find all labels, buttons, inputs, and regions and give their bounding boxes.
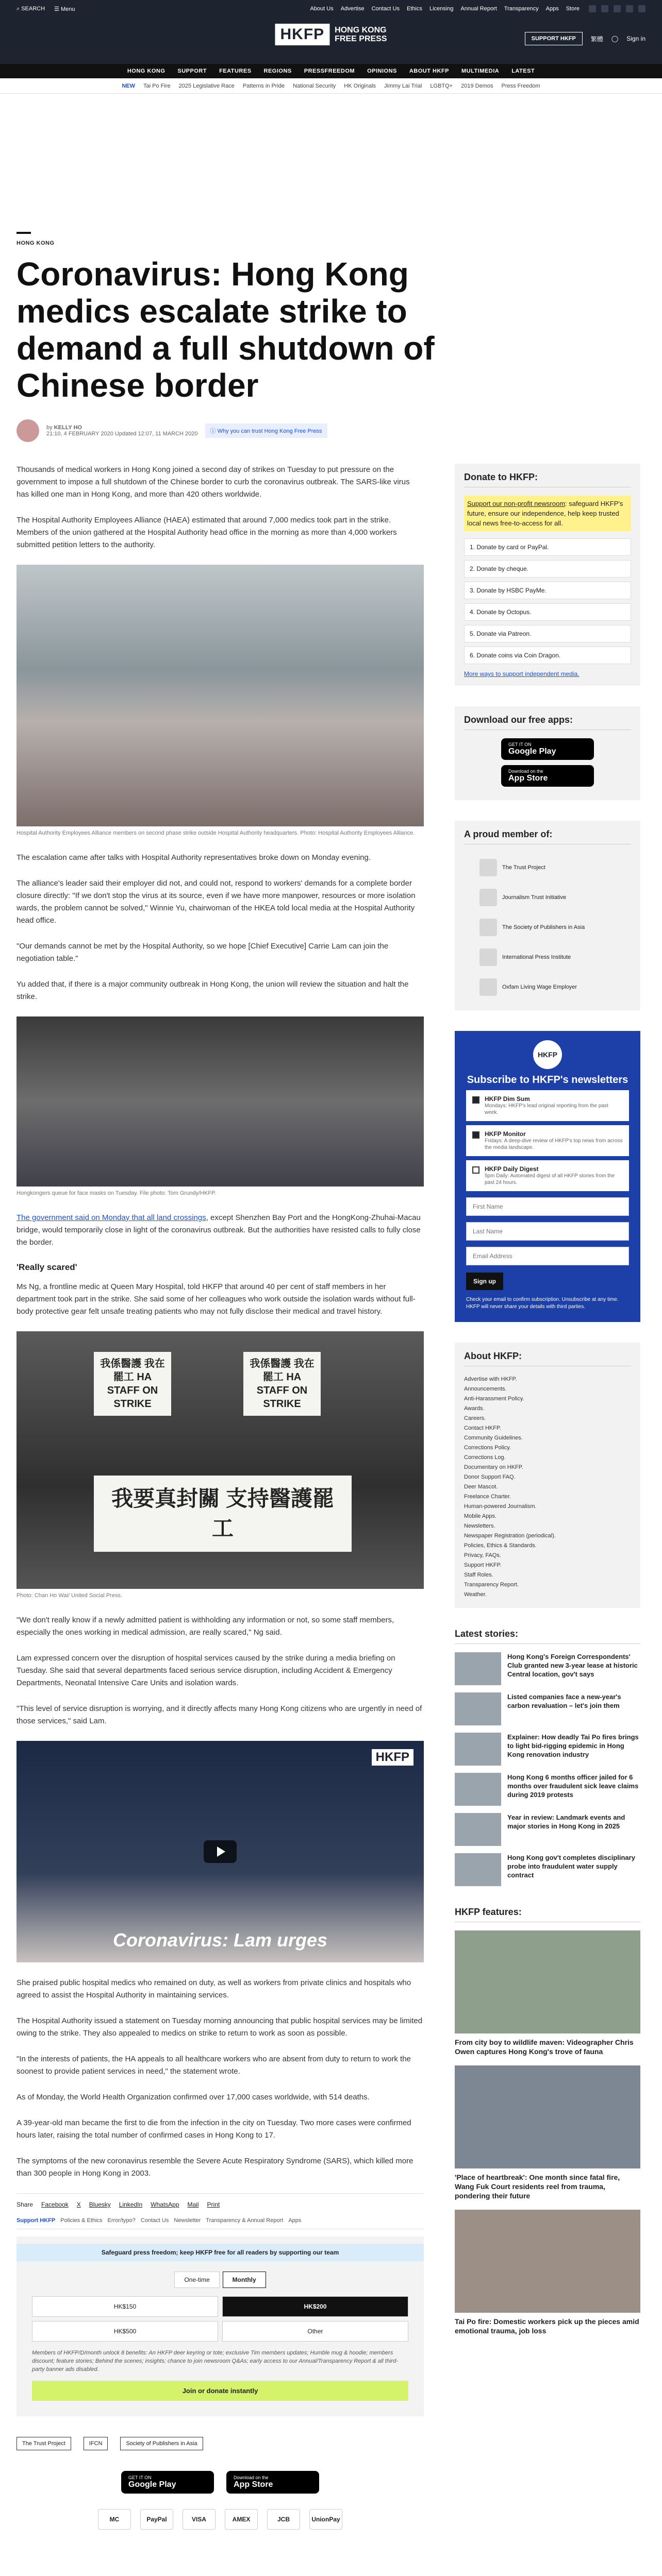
latest-story[interactable] [455, 1652, 640, 1685]
nav-item[interactable]: FEATURES [219, 68, 252, 74]
jcb-icon: JCB [267, 2509, 300, 2530]
newsletter-widget [455, 1031, 640, 1322]
freq-one-time[interactable]: One-time [174, 2272, 219, 2288]
trending-item[interactable]: Tai Po Fire [143, 82, 171, 89]
frequency-toggle [32, 2272, 408, 2288]
site-logo[interactable]: HKFP HONG KONG FREE PRESS [275, 24, 387, 45]
protest-sign: 我係醫護 我在罷工 HA STAFF ON STRIKE [94, 1352, 171, 1416]
freq-monthly[interactable]: Monthly [223, 2272, 266, 2288]
about-link[interactable]: Transparency Report. [464, 1582, 519, 1588]
sopa-icon [479, 919, 497, 936]
caption: Hospital Authority Employees Alliance members on second phase strike outside Hospital Authority headquarters. Photo: Hospital Authority Employees Alliance. [16, 830, 415, 836]
trust-badges [16, 2437, 424, 2450]
share-linkedin[interactable]: LinkedIn [119, 2201, 143, 2208]
feature-title[interactable]: Tai Po fire: Domestic workers pick up the pieces amid emotional trauma, job loss [455, 2317, 639, 2335]
story-thumbnail[interactable] [455, 1692, 501, 1725]
newsletter-option[interactable]: HKFP Monitor Fridays: A deep-dive review of HKFP's top news from across the media landscape. [466, 1125, 629, 1156]
story-title[interactable]: Listed companies face a new-year's carbon revaluation – let's join them [507, 1693, 621, 1709]
youtube-icon[interactable] [626, 5, 633, 12]
google-play-button[interactable]: GET IT ON Google Play [121, 2471, 214, 2494]
donate-option[interactable]: 6. Donate coins via Coin Dragon. [464, 647, 631, 664]
caption: Hongkongers queue for face masks on Tuesday. File photo: Tom Grundy/HKFP. [16, 1190, 217, 1196]
feature-image[interactable] [455, 1930, 640, 2033]
search-button[interactable]: ⌕ SEARCH [16, 5, 45, 12]
donate-options [464, 538, 631, 664]
donate-widget [455, 464, 640, 686]
trending-bar [0, 78, 662, 94]
paragraph: She praised public hospital medics who remained on duty, as well as workers from private clinics and hospitals who agreed to assist the Hospital Authority in maintaining services. [16, 1978, 411, 1999]
about-link[interactable]: Contact HKFP. [464, 1425, 501, 1431]
about-link[interactable]: Support HKFP. [464, 1562, 502, 1568]
share-bar [16, 2193, 424, 2208]
unionpay-icon: UnionPay [309, 2509, 342, 2530]
trending-item[interactable]: HK Originals [344, 82, 376, 89]
caption: Photo: Chan Ho Wai/ United Social Press. [16, 1592, 123, 1599]
checkbox-unchecked[interactable] [472, 1166, 479, 1174]
facebook-icon[interactable] [589, 5, 596, 12]
support-link[interactable]: Contact Us [140, 2217, 169, 2224]
top-link[interactable]: Advertise [340, 6, 365, 12]
donate-note: Members of HKFP/D/month unlock 8 benefits: An HKFP deer keyring or tote; exclusive Tim members updates; Humble mug & hoodie; members discount; feature stories; Behind the scenes; insights; chance to join newsroom Q&As; early access to our Annual/Transparency Report & all third-party banner ads disabled. [32, 2350, 398, 2372]
video-embed[interactable] [16, 1741, 424, 1962]
paragraph: The Hospital Authority Employees Alliance (HAEA) estimated that around 7,000 medics took part in the strike. Members of the union gathered at the Hospital Authority head office in the morning as more than 4,000 workers submitted petition letters to the authority. [16, 516, 397, 549]
about-link[interactable]: Mobile Apps. [464, 1513, 496, 1519]
top-link[interactable]: About Us [310, 6, 334, 12]
about-link[interactable]: Newspaper Registration (periodical). [464, 1533, 556, 1539]
share-x[interactable]: X [76, 2201, 81, 2208]
publish-date: 21:10, 4 FEBRUARY 2020 Updated 12:07, 11 MARCH 2020 [46, 431, 198, 437]
paragraph: "Our demands cannot be met by the Hospital Authority, so we hope [Chief Executive] Carrie Lam can join the negotiation table." [16, 942, 389, 963]
about-link[interactable]: Anti-Harassment Policy. [464, 1396, 524, 1402]
share-bluesky[interactable]: Bluesky [89, 2201, 111, 2208]
nav-item[interactable]: ABOUT HKFP [409, 68, 449, 74]
ipi-icon [479, 948, 497, 966]
masthead [0, 18, 662, 64]
trending-item[interactable]: 2019 Demos [461, 82, 493, 89]
amount-option[interactable]: HK$500 [32, 2321, 218, 2342]
newsletter-title: Subscribe to HKFP's newsletters [467, 1074, 628, 1086]
paragraph: "This level of service disruption is worrying, and it directly affects many Hong Kong citizens who are urgently in need of those services," said Lam. [16, 1704, 422, 1725]
support-hkfp-button[interactable]: SUPPORT HKFP [525, 32, 583, 45]
main-nav [0, 64, 662, 78]
latest-story[interactable] [455, 1692, 640, 1725]
top-link[interactable]: Licensing [429, 6, 454, 12]
amount-option[interactable]: HK$200 [222, 2296, 408, 2317]
about-widget [455, 1343, 640, 1608]
paragraph: The symptoms of the new coronavirus resemble the Severe Acute Respiratory Syndrome (SARS), which killed more than 300 people in Hong Kong in 2003. [16, 2157, 413, 2178]
figure-mask-queue [16, 1016, 424, 1197]
paragraph: The Hospital Authority issued a statement on Tuesday morning announcing that public hospital services may be limited owing to the strike. They also appealed to medics on strike to return to work as soon as possible. [16, 2016, 423, 2038]
amount-options [32, 2296, 408, 2342]
amex-icon: AMEX [225, 2509, 258, 2530]
trust-project-badge[interactable]: The Trust Project [16, 2437, 71, 2450]
figure-strike-photo [16, 565, 424, 837]
nav-item[interactable]: HONG KONG [127, 68, 166, 74]
support-link[interactable]: Support HKFP [16, 2217, 56, 2224]
about-link[interactable]: Weather. [464, 1591, 487, 1598]
protest-signs-photo[interactable] [16, 1331, 424, 1589]
about-link[interactable]: Donor Support FAQ. [464, 1474, 516, 1480]
donate-option[interactable]: 2. Donate by cheque. [464, 560, 631, 578]
amount-option[interactable]: HK$150 [32, 2296, 218, 2317]
about-link[interactable]: Deer Mascot. [464, 1484, 498, 1490]
oxfam-icon [479, 978, 497, 996]
nav-item[interactable]: PRESSFREEDOM [304, 68, 355, 74]
video-logo: HKFP [372, 1749, 413, 1766]
paragraph: "In the interests of patients, the HA appeals to all healthcare workers who are absent from duty to return to work the soonest to provide patient services in need," the statement wrote. [16, 2055, 411, 2076]
about-link[interactable]: Awards. [464, 1405, 485, 1412]
sidebar-heading: Download our free apps: [464, 715, 631, 730]
paragraph: The alliance's leader said their employer did not, and could not, respond to workers' demands for a complete border closure directly: "If we don't stop the virus at its source, even if we have more manpower, resources or more isolation wards, the problem cannot be solved," Winnie Yu, chairwoman of the HKEA told local media at the Hospital Authority head office. [16, 879, 416, 925]
app-store-row [16, 2471, 424, 2494]
paragraph: The escalation came after talks with Hospital Authority representatives broke down on Monday evening. [16, 853, 371, 862]
google-play-button[interactable]: GET IT ON Google Play [501, 738, 594, 760]
ifcn-badge[interactable]: IFCN [84, 2437, 108, 2450]
story-thumbnail[interactable] [455, 1773, 501, 1806]
about-link[interactable]: Policies, Ethics & Standards. [464, 1543, 537, 1549]
trust-project-icon [479, 859, 497, 876]
checkbox-checked[interactable] [472, 1096, 479, 1104]
member-org[interactable]: The Trust Project [464, 853, 631, 883]
newsletter-disclaimer: Check your email to confirm subscription. Unsubscribe at any time. HKFP will never share your details with third parties. [466, 1297, 619, 1310]
x-icon[interactable] [601, 5, 608, 12]
about-links [464, 1375, 631, 1600]
sidebar-heading: Latest stories: [455, 1629, 640, 1644]
last-name-field[interactable] [466, 1222, 629, 1241]
support-link[interactable]: Newsletter [174, 2217, 201, 2224]
latest-stories-widget [455, 1629, 640, 1886]
feature-title[interactable]: From city boy to wildlife maven: Videographer Chris Owen captures Hong Kong's trove of fauna [455, 2038, 634, 2056]
sidebar-heading: About HKFP: [464, 1351, 631, 1366]
member-org[interactable]: Oxfam Living Wage Employer [464, 972, 631, 1002]
new-label: NEW [122, 82, 135, 89]
figure-protest-signs [16, 1331, 424, 1600]
top-link[interactable]: Transparency [504, 6, 539, 12]
story-title[interactable]: Hong Kong 6 months officer jailed for 6 months over fraudulent sick leave claims during 2019 protests [507, 1773, 639, 1799]
donate-option[interactable]: 3. Donate by HSBC PayMe. [464, 582, 631, 599]
jti-icon [479, 889, 497, 906]
hkfp-logo: HKFP [533, 1040, 562, 1069]
support-link[interactable]: Policies & Ethics [60, 2217, 103, 2224]
membership-widget [455, 821, 640, 1010]
paragraph: The government said on Monday that all land crossings, except Shenzhen Bay Port and the HongKong-Zhuhai-Macau bridge, would temporarily close in light of the coronavirus outbreak. But the authorities have resisted calls to fully close the border. [16, 1213, 421, 1247]
checkbox-checked[interactable] [472, 1131, 479, 1139]
trending-item[interactable]: National Security [293, 82, 336, 89]
trending-item[interactable]: Jimmy Lai Trial [384, 82, 422, 89]
about-link[interactable]: Documentary on HKFP. [464, 1464, 523, 1470]
nav-item[interactable]: OPINIONS [367, 68, 397, 74]
app-store-button[interactable]: Download on the App Store [501, 765, 594, 787]
top-link[interactable]: Ethics [407, 6, 422, 12]
trending-item[interactable]: 2025 Legislative Race [178, 82, 235, 89]
app-store-button[interactable]: Download on the App Store [226, 2471, 319, 2494]
paragraph: Lam expressed concern over the disruption of hospital services caused by the strike during a media briefing on Tuesday. She said that several departments faced serious service disruption, including Accident & Emergency Departments, Neonatal Intensive Care Units and isolation wards. [16, 1654, 395, 1687]
story-title[interactable]: Explainer: How deadly Tai Po fires brings to light bid-rigging epidemic in Hong Kong renovation industry [507, 1733, 639, 1758]
sidebar [455, 464, 640, 2530]
top-link[interactable]: Annual Report [460, 6, 497, 12]
donate-option[interactable]: 5. Donate via Patreon. [464, 625, 631, 642]
donate-pitch: Support our non-profit newsroom: safeguard HKFP's future, ensure our independence, help keep trusted local news free-to-access for all. [464, 496, 631, 531]
instagram-icon[interactable] [614, 5, 621, 12]
paragraph: "We don't really know if a newly admitted patient is withholding any information or not, so some staff members, especially the ones working in medical admission, are really scared," Ng said. [16, 1616, 394, 1637]
donate-button[interactable]: Join or donate instantly [32, 2381, 408, 2401]
donate-pitch-link[interactable]: Support our non-profit newsroom [467, 500, 566, 507]
about-link[interactable]: Corrections Policy. [464, 1445, 511, 1451]
top-links [310, 6, 580, 12]
story-thumbnail[interactable] [455, 1813, 501, 1846]
share-print[interactable]: Print [207, 2201, 220, 2208]
first-name-field[interactable] [466, 1197, 629, 1216]
story-title[interactable]: Hong Kong gov't completes disciplinary probe into fraudulent water supply contract [507, 1854, 635, 1879]
latest-story[interactable] [455, 1733, 640, 1766]
about-link[interactable]: Community Guidelines. [464, 1435, 523, 1441]
signin-link[interactable]: Sign in [626, 35, 646, 42]
about-link[interactable]: Staff Roles. [464, 1572, 493, 1578]
latest-story[interactable] [455, 1813, 640, 1846]
paragraph: Ms Ng, a frontline medic at Queen Mary Hospital, told HKFP that around 40 per cent of staff members in her department took part in the strike. She said some of her colleagues who work outside the isolation wards without full-body protective gear felt unsafe treating patients who may not fully disclose their medical and travel history. [16, 1282, 416, 1316]
visa-icon: VISA [183, 2509, 216, 2530]
about-link[interactable]: Announcements. [464, 1386, 507, 1392]
author-avatar [16, 419, 39, 442]
nav-item[interactable]: LATEST [511, 68, 535, 74]
more-ways-link[interactable]: More ways to support independent media. [464, 670, 580, 677]
sidebar-heading: Donate to HKFP: [464, 472, 631, 487]
inline-link[interactable]: The government said on Monday that all land crossings [16, 1213, 206, 1222]
support-link[interactable]: Transparency & Annual Report [206, 2217, 284, 2224]
story-thumbnail[interactable] [455, 1652, 501, 1685]
author-name[interactable]: KELLY HO [54, 425, 82, 431]
trending-item[interactable]: LGBTQ+ [430, 82, 453, 89]
donate-header: Safeguard press freedom; keep HKFP free for all readers by supporting our team [16, 2244, 424, 2261]
sidebar-heading: A proud member of: [464, 829, 631, 844]
section-kicker[interactable]: HONG KONG [16, 240, 55, 246]
story-thumbnail[interactable] [455, 1733, 501, 1766]
top-bar [0, 0, 662, 18]
newsletter-option[interactable]: HKFP Daily Digest 5pm Daily: Automated digest of all HKFP stories from the past 24 hours. [466, 1160, 629, 1191]
sidebar-heading: HKFP features: [455, 1907, 640, 1922]
apps-widget [455, 706, 640, 800]
about-link[interactable]: Careers. [464, 1415, 486, 1421]
signup-button[interactable]: Sign up [466, 1273, 503, 1290]
mastercard-icon: MC [98, 2509, 131, 2530]
story-title[interactable]: Hong Kong's Foreign Correspondents' Club granted new 3-year lease at historic Central location, gov't says [507, 1653, 638, 1678]
donate-option[interactable]: 4. Donate by Octopus. [464, 603, 631, 621]
feature-image[interactable] [455, 2210, 640, 2313]
member-org[interactable]: International Press Institute [464, 942, 631, 972]
video-player[interactable] [16, 1741, 424, 1962]
subheading: 'Really scared' [16, 1262, 77, 1272]
support-link[interactable]: Error/typo? [107, 2217, 136, 2224]
email-field[interactable] [466, 1247, 629, 1265]
paragraph: As of Monday, the World Health Organization confirmed over 17,000 cases worldwide, with 514 deaths. [16, 2093, 370, 2102]
share-label: Share [16, 2201, 34, 2208]
amount-option[interactable]: Other [222, 2321, 408, 2342]
article-title: Coronavirus: Hong Kong medics escalate strike to demand a full shutdown of Chinese border [16, 256, 435, 404]
paypal-icon: PayPal [140, 2509, 173, 2530]
strike-crowd-photo[interactable] [16, 565, 424, 826]
share-facebook[interactable]: Facebook [41, 2201, 69, 2208]
about-link[interactable]: Corrections Log. [464, 1454, 506, 1461]
sopa-badge[interactable]: Society of Publishers in Asia [120, 2437, 203, 2450]
article-body [16, 464, 424, 2530]
menu-button[interactable]: ☰ Menu [54, 6, 75, 12]
donate-panel [16, 2236, 424, 2416]
user-icon[interactable]: ◯ [611, 35, 619, 42]
nav-item[interactable]: MULTIMEDIA [461, 68, 500, 74]
member-org[interactable]: Journalism Trust Initiative [464, 883, 631, 912]
features-widget [455, 1907, 640, 2335]
nav-item[interactable]: REGIONS [263, 68, 292, 74]
latest-story[interactable] [455, 1773, 640, 1806]
newsletter-option[interactable]: HKFP Dim Sum Mondays: HKFP's lead original reporting from the past week. [466, 1090, 629, 1121]
nav-item[interactable]: SUPPORT [177, 68, 207, 74]
protest-banner: 我要真封關 支持醫護罷工 [94, 1476, 352, 1552]
share-whatsapp[interactable]: WhatsApp [151, 2201, 179, 2208]
about-link[interactable]: Newsletters. [464, 1523, 495, 1529]
trust-link[interactable]: ⓘ Why you can trust Hong Kong Free Press [205, 423, 327, 438]
donate-option[interactable]: 1. Donate by card or PayPal. [464, 538, 631, 556]
trending-item[interactable]: Press Freedom [501, 82, 540, 89]
about-link[interactable]: Privacy, FAQs. [464, 1552, 501, 1558]
feature-title[interactable]: 'Place of heartbreak': One month since fatal fire, Wang Fuk Court residents reel from trauma, pondering their future [455, 2173, 620, 2200]
top-link[interactable]: Store [566, 6, 580, 12]
story-thumbnail[interactable] [455, 1853, 501, 1886]
about-link[interactable]: Freelance Charter. [464, 1494, 511, 1500]
video-title: Coronavirus: Lam urges [112, 1929, 328, 1951]
top-link[interactable]: Apps [545, 6, 559, 12]
support-link[interactable]: Apps [288, 2217, 302, 2224]
share-mail[interactable]: Mail [187, 2201, 199, 2208]
paragraph: Thousands of medical workers in Hong Kong joined a second day of strikes on Tuesday to put pressure on the government to impose a full shutdown of the Chinese border to curb the coronavirus outbreak. The SARS-like virus has killed one man in Hong Kong, and more than 420 others worldwide. [16, 465, 410, 499]
support-links [16, 2217, 424, 2229]
about-link[interactable]: Human-powered Journalism. [464, 1503, 537, 1510]
rss-icon[interactable] [638, 5, 646, 12]
member-org[interactable]: The Society of Publishers in Asia [464, 912, 631, 942]
paragraph: Yu added that, if there is a major community outbreak in Hong Kong, the union will review the situation and halt the strike. [16, 980, 409, 1001]
mask-queue-photo[interactable] [16, 1016, 424, 1187]
story-title[interactable]: Year in review: Landmark events and major stories in Hong Kong in 2025 [507, 1814, 625, 1830]
top-link[interactable]: Contact Us [371, 6, 400, 12]
protest-sign: 我係醫護 我在罷工 HA STAFF ON STRIKE [243, 1352, 321, 1416]
language-toggle[interactable]: 繁體 [590, 35, 603, 43]
paragraph: A 39-year-old man became the first to die from the infection in the city on Tuesday. Two more cases were confirmed hours later, raising the total number of confirmed cases in Hong Kong to 17. [16, 2119, 411, 2140]
trending-item[interactable]: Patterns in Pride [242, 82, 285, 89]
play-icon[interactable] [204, 1840, 237, 1863]
latest-story[interactable] [455, 1853, 640, 1886]
kicker-divider [16, 232, 31, 234]
feature-image[interactable] [455, 2065, 640, 2168]
byline: by KELLY HO 21:10, 4 FEBRUARY 2020 Updated 12:07, 11 MARCH 2020 ⓘ Why you can trust Hong Kong Free Press [16, 419, 646, 442]
payment-methods [16, 2509, 424, 2530]
about-link[interactable]: Advertise with HKFP. [464, 1376, 517, 1382]
